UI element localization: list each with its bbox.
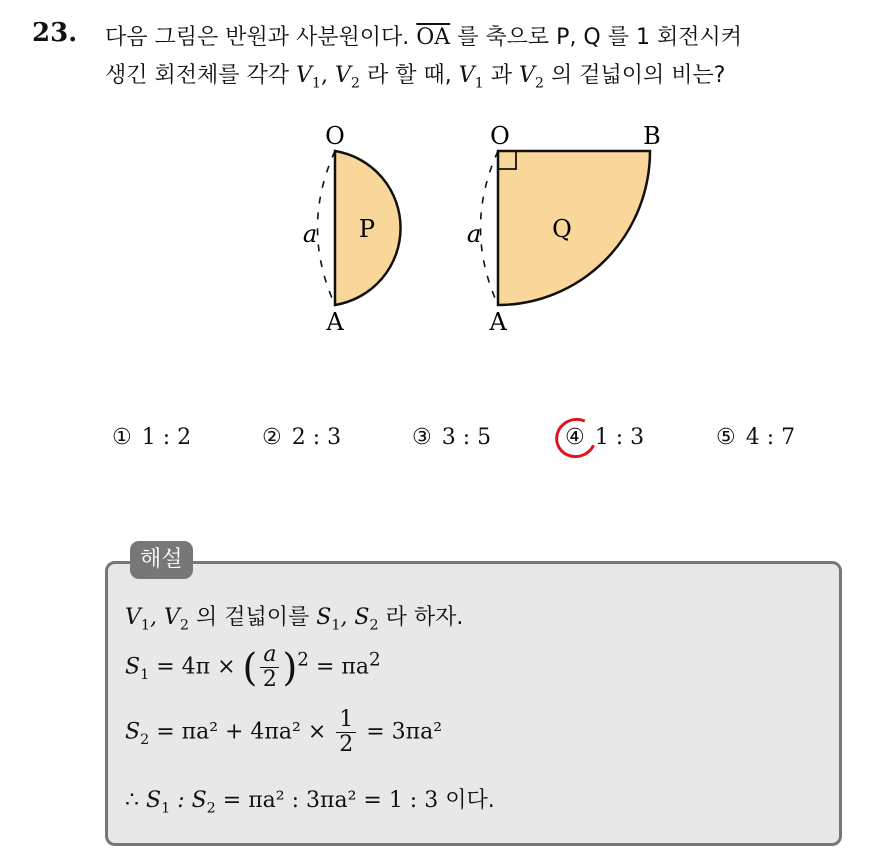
v2-symbol: $V_2$	[519, 63, 545, 92]
label-q: Q	[552, 215, 572, 243]
choice-5[interactable]	[716, 425, 795, 450]
choice-text: 4 : 7	[745, 425, 796, 450]
choice-mark: ④	[565, 425, 585, 450]
choice-2[interactable]	[262, 425, 341, 450]
choice-3[interactable]	[412, 425, 491, 450]
question-text: 다음 그림은 반원과 사분원이다.	[105, 25, 410, 50]
v1-symbol: $V_1$	[296, 63, 322, 92]
question-line-2: 생긴 회전체를 각각 $V_1$, $V_2$ 라 할 때, $V_1$ 과 $V_2$ 의 겉넓이의 비는?	[105, 63, 726, 92]
label-p: P	[358, 215, 376, 243]
solution-tag: 해설	[130, 541, 193, 579]
quarter-circle-q	[498, 151, 650, 305]
choice-mark: ⑤	[716, 425, 736, 450]
question-text: 생긴 회전체를 각각	[105, 63, 290, 88]
segment-oa: $\overline{OA}$	[416, 25, 451, 50]
solution-line-4: ∴ $S_1$ : $S_2 = \pi a^2$ : 3πa² = 1 : 3 이다.	[125, 788, 495, 817]
v1-symbol: $V_1$	[458, 63, 484, 92]
solution-line-2: $S_1 = 4\pi$ × ( $\frac{a}{2}$ )$^2 = \pi a^2$	[125, 642, 381, 693]
choice-mark: ①	[112, 425, 132, 450]
dimension-arc-right	[481, 151, 499, 305]
choice-text: 3 : 5	[441, 425, 492, 450]
v2-symbol: $V_2$	[335, 63, 361, 92]
label-o-right: O	[490, 122, 510, 150]
figure	[0, 0, 884, 420]
label-b: B	[643, 122, 661, 150]
question-text: 의 겉넓이의 비는?	[551, 63, 726, 88]
solution-line-3: $S_2 = \pi a^2 + 4\pi a^2$ × $\frac{1}{2}$ = 3πa²	[125, 707, 443, 758]
label-a-length-right: a	[466, 220, 482, 248]
choice-mark: ③	[412, 425, 432, 450]
choice-mark: ②	[262, 425, 282, 450]
question-number: 23.	[32, 18, 78, 48]
dimension-arc-left	[318, 151, 336, 305]
label-a-left: A	[326, 308, 344, 336]
label-a-length-left: a	[302, 220, 318, 248]
label-o-left: O	[325, 122, 345, 150]
choice-text: 1 : 2	[141, 425, 192, 450]
choice-text: 2 : 3	[291, 425, 342, 450]
label-a-right: A	[489, 308, 507, 336]
question-text: 를 축으로 P, Q 를 1 회전시켜	[457, 25, 742, 50]
choice-1[interactable]	[112, 425, 191, 450]
question-text: 과	[490, 63, 513, 88]
question-text: 라 할 때,	[367, 63, 452, 88]
solution-line-1: $V_1$, $V_2$ 의 겉넓이를 $S_1$, $S_2$ 라 하자.	[125, 605, 464, 634]
choice-text: 1 : 3	[594, 425, 645, 450]
